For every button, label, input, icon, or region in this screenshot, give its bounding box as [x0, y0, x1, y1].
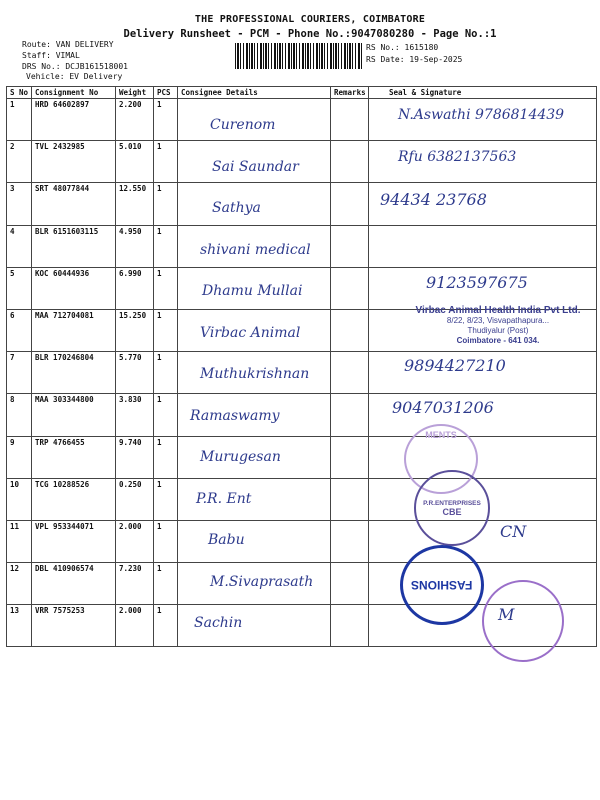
cell-consignment: TRP 4766455 [32, 436, 116, 478]
handwritten-signature: CN [500, 522, 527, 541]
cell-sno: 1 [7, 99, 32, 141]
rs-number: RS No.: 1615180 [366, 43, 439, 52]
header-remarks: Remarks [331, 87, 369, 99]
cell-sno: 3 [7, 183, 32, 225]
cell-seal-signature [369, 436, 597, 478]
cell-consignment: MAA 712704081 [32, 309, 116, 351]
cell-remarks [331, 225, 369, 267]
cell-weight: 7.230 [116, 563, 154, 605]
pr-enterprises-stamp [414, 470, 490, 546]
handwritten-signature: 94434 23768 [380, 190, 487, 209]
staff-label: Staff: VIMAL [22, 51, 80, 60]
cell-remarks [331, 394, 369, 436]
cell-weight: 2.000 [116, 520, 154, 562]
company-title: THE PROFESSIONAL COURIERS, COIMBATORE [194, 14, 426, 25]
virbac-stamp-line1: Virbac Animal Health India Pvt Ltd. [415, 305, 581, 316]
cell-weight: 4.950 [116, 225, 154, 267]
cell-consignment: TCG 10288526 [32, 478, 116, 520]
cell-pcs: 1 [154, 563, 178, 605]
cell-remarks [331, 309, 369, 351]
handwritten-consignee: Sachin [194, 615, 243, 631]
cell-sno: 4 [7, 225, 32, 267]
cell-weight: 6.990 [116, 267, 154, 309]
cell-weight: 3.830 [116, 394, 154, 436]
header-sno: S No [7, 87, 32, 99]
cell-seal-signature [369, 225, 597, 267]
cell-weight: 5.010 [116, 141, 154, 183]
cell-consignment: BLR 6151603115 [32, 225, 116, 267]
header-consignment: Consignment No [32, 87, 116, 99]
handwritten-signature: 9894427210 [404, 356, 506, 375]
drs-label: DRS No.: DCJB161518001 [22, 62, 128, 71]
table-row [7, 394, 597, 436]
handwritten-consignee: Murugesan [200, 449, 281, 465]
cell-consignment: SRT 48077844 [32, 183, 116, 225]
cell-sno: 12 [7, 563, 32, 605]
cell-sno: 7 [7, 352, 32, 394]
cell-pcs: 1 [154, 225, 178, 267]
handwritten-signature: 9047031206 [392, 397, 494, 417]
cell-weight: 2.000 [116, 605, 154, 647]
handwritten-consignee: Babu [208, 532, 245, 548]
cell-pcs: 1 [154, 520, 178, 562]
cell-pcs: 1 [154, 141, 178, 183]
route-label: Route: VAN DELIVERY [22, 40, 114, 49]
handwritten-signature: Rfu 6382137563 [398, 148, 517, 165]
cell-weight: 12.550 [116, 183, 154, 225]
cell-pcs: 1 [154, 99, 178, 141]
header-pcs: PCS [154, 87, 178, 99]
vehicle-label: Vehicle: EV Delivery [26, 72, 123, 81]
cell-sno: 10 [7, 478, 32, 520]
cell-consignment: TVL 2432985 [32, 141, 116, 183]
pr-stamp-center: CBE [442, 506, 462, 517]
cell-remarks [331, 99, 369, 141]
cell-consignment: KOC 60444936 [32, 267, 116, 309]
cell-remarks [331, 478, 369, 520]
handwritten-signature: M [498, 605, 515, 624]
cell-sno: 9 [7, 436, 32, 478]
table-row [7, 183, 597, 225]
barcode [235, 43, 363, 69]
cell-remarks [331, 563, 369, 605]
cell-sno: 5 [7, 267, 32, 309]
rs-date: RS Date: 19-Sep-2025 [366, 55, 463, 64]
handwritten-consignee: P.R. Ent [196, 490, 252, 507]
handwritten-consignee: M.Sivaprasath [210, 573, 314, 590]
cell-pcs: 1 [154, 352, 178, 394]
cell-pcs: 1 [154, 605, 178, 647]
cell-remarks [331, 520, 369, 562]
cell-consignment: BLR 170246804 [32, 352, 116, 394]
cell-pcs: 1 [154, 267, 178, 309]
cell-consignee [178, 520, 331, 562]
handwritten-consignee: Virbac Animal [200, 324, 301, 341]
cell-remarks [331, 267, 369, 309]
fashions-stamp-text: FASHIONS [411, 578, 473, 592]
handwritten-signature: N.Aswathi 9786814439 [398, 107, 565, 123]
table-header-row [7, 87, 597, 99]
cell-remarks [331, 352, 369, 394]
cell-weight: 15.250 [116, 309, 154, 351]
table-row [7, 478, 597, 520]
cell-remarks [331, 183, 369, 225]
cell-weight: 2.200 [116, 99, 154, 141]
runsheet-subtitle: Delivery Runsheet - PCM - Phone No.:9047080280 - Page No.:1 [123, 28, 497, 40]
cell-pcs: 1 [154, 394, 178, 436]
cell-weight: 9.740 [116, 436, 154, 478]
virbac-stamp [382, 306, 600, 346]
virbac-stamp-line4: Coimbatore - 641 034. [456, 336, 540, 345]
cell-weight: 0.250 [116, 478, 154, 520]
cell-consignment: DBL 410906574 [32, 563, 116, 605]
table-row [7, 436, 597, 478]
comments-stamp-text: MENTS [425, 430, 457, 440]
round-stamp [482, 580, 564, 662]
cell-remarks [331, 141, 369, 183]
virbac-stamp-line2: 8/22, 8/23, Visvapathapura... [446, 316, 550, 325]
header-seal-signature: Seal & Signature [369, 87, 597, 99]
cell-remarks [331, 436, 369, 478]
cell-consignment: MAA 303344800 [32, 394, 116, 436]
cell-consignment: VRR 7575253 [32, 605, 116, 647]
handwritten-consignee: Curenom [210, 117, 276, 133]
cell-consignment: VPL 953344071 [32, 520, 116, 562]
pr-stamp-text: P.R.ENTERPRISES [423, 499, 481, 507]
cell-sno: 13 [7, 605, 32, 647]
cell-sno: 6 [7, 309, 32, 351]
handwritten-consignee: Sathya [212, 200, 261, 216]
handwritten-signature: 9123597675 [426, 273, 528, 292]
handwritten-consignee: Sai Saundar [212, 158, 299, 175]
fashions-stamp [400, 545, 484, 625]
cell-sno: 2 [7, 141, 32, 183]
handwritten-consignee: shivani medical [200, 241, 311, 258]
cell-pcs: 1 [154, 436, 178, 478]
cell-pcs: 1 [154, 183, 178, 225]
handwritten-consignee: Ramaswamy [190, 407, 280, 424]
cell-sno: 11 [7, 520, 32, 562]
virbac-stamp-line3: Thudiyalur (Post) [467, 326, 529, 335]
handwritten-consignee: Muthukrishnan [200, 366, 310, 382]
cell-pcs: 1 [154, 478, 178, 520]
cell-pcs: 1 [154, 309, 178, 351]
header-consignee: Consignee Details [178, 87, 331, 99]
cell-sno: 8 [7, 394, 32, 436]
cell-remarks [331, 605, 369, 647]
header-weight: Weight [116, 87, 154, 99]
cell-consignment: HRD 64602897 [32, 99, 116, 141]
cell-weight: 5.770 [116, 352, 154, 394]
handwritten-consignee: Dhamu Mullai [202, 283, 303, 299]
